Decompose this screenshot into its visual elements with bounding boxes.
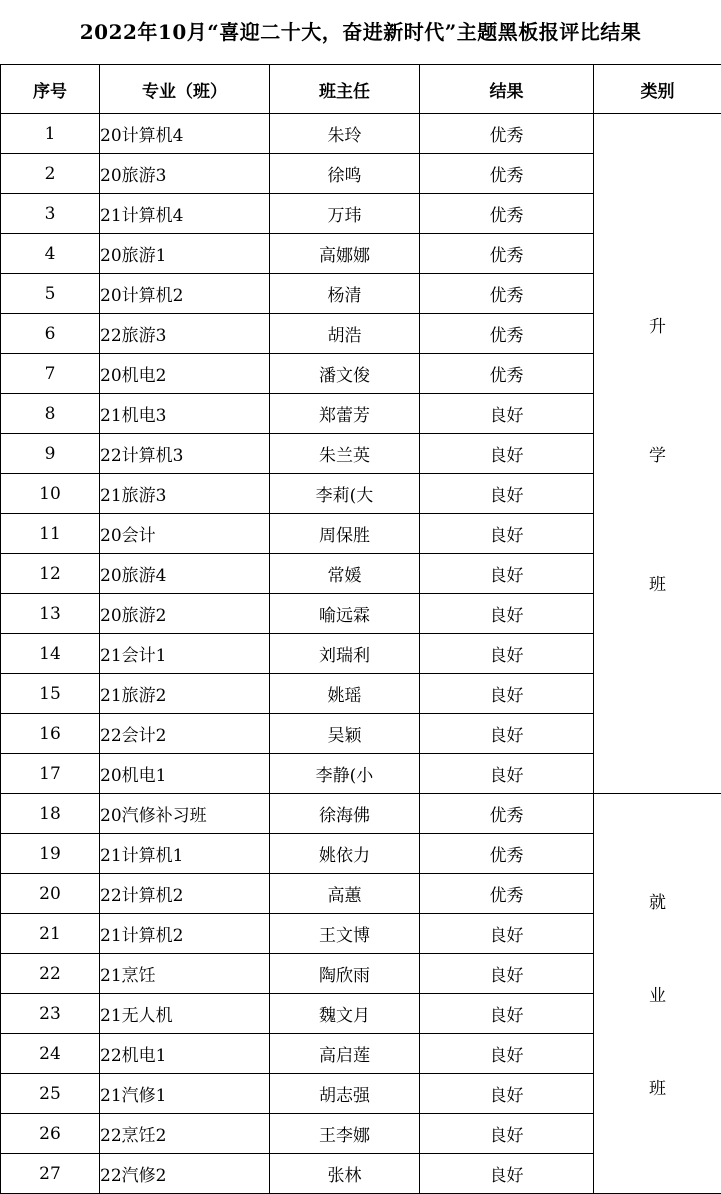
header-major: 专业（班） (100, 65, 270, 114)
cell-result: 优秀 (420, 154, 594, 194)
cell-major: 22旅游3 (100, 314, 270, 354)
cell-result: 优秀 (420, 274, 594, 314)
cell-major: 21机电3 (100, 394, 270, 434)
cell-no: 7 (1, 354, 100, 394)
cell-no: 13 (1, 594, 100, 634)
cell-major: 20旅游1 (100, 234, 270, 274)
cell-result: 优秀 (420, 234, 594, 274)
cell-teacher: 李静(小 (270, 754, 420, 794)
cell-result: 优秀 (420, 314, 594, 354)
cell-teacher: 徐海佛 (270, 794, 420, 834)
cell-no: 24 (1, 1034, 100, 1074)
cell-major: 20汽修补习班 (100, 794, 270, 834)
category-char: 学 (649, 441, 666, 466)
cell-major: 22汽修2 (100, 1154, 270, 1194)
header-teacher: 班主任 (270, 65, 420, 114)
cell-major: 22会计2 (100, 714, 270, 754)
table-row (1, 114, 721, 154)
cell-result: 良好 (420, 394, 594, 434)
cell-teacher: 魏文月 (270, 994, 420, 1034)
cell-no: 11 (1, 514, 100, 554)
cell-teacher: 高娜娜 (270, 234, 420, 274)
category-cell (594, 794, 721, 1194)
cell-teacher: 李莉(大 (270, 474, 420, 514)
header-category: 类别 (594, 65, 721, 114)
cell-teacher: 高启莲 (270, 1034, 420, 1074)
cell-major: 20机电1 (100, 754, 270, 794)
cell-major: 21计算机1 (100, 834, 270, 874)
cell-no: 8 (1, 394, 100, 434)
cell-result: 良好 (420, 1034, 594, 1074)
cell-major: 21计算机4 (100, 194, 270, 234)
cell-major: 21旅游3 (100, 474, 270, 514)
category-char: 班 (649, 1074, 666, 1099)
cell-no: 16 (1, 714, 100, 754)
cell-no: 19 (1, 834, 100, 874)
cell-teacher: 潘文俊 (270, 354, 420, 394)
cell-teacher: 刘瑞利 (270, 634, 420, 674)
cell-result: 良好 (420, 554, 594, 594)
cell-teacher: 杨清 (270, 274, 420, 314)
header-row (1, 65, 721, 114)
cell-result: 良好 (420, 434, 594, 474)
cell-no: 23 (1, 994, 100, 1034)
cell-major: 21烹饪 (100, 954, 270, 994)
cell-teacher: 王文博 (270, 914, 420, 954)
cell-major: 21计算机2 (100, 914, 270, 954)
cell-major: 21会计1 (100, 634, 270, 674)
cell-no: 3 (1, 194, 100, 234)
table-row (1, 794, 721, 834)
cell-result: 良好 (420, 1074, 594, 1114)
cell-major: 22计算机3 (100, 434, 270, 474)
cell-major: 21无人机 (100, 994, 270, 1034)
cell-no: 6 (1, 314, 100, 354)
cell-no: 26 (1, 1114, 100, 1154)
cell-major: 21汽修1 (100, 1074, 270, 1114)
cell-no: 1 (1, 114, 100, 154)
cell-no: 21 (1, 914, 100, 954)
cell-result: 良好 (420, 474, 594, 514)
results-table (0, 64, 721, 1194)
cell-teacher: 喻远霖 (270, 594, 420, 634)
header-no: 序号 (1, 65, 100, 114)
cell-teacher: 万玮 (270, 194, 420, 234)
cell-major: 20计算机4 (100, 114, 270, 154)
cell-no: 5 (1, 274, 100, 314)
cell-teacher: 周保胜 (270, 514, 420, 554)
page-title: 2022年10月“喜迎二十大，奋进新时代”主题黑板报评比结果 (0, 0, 721, 64)
cell-result: 良好 (420, 1114, 594, 1154)
cell-no: 12 (1, 554, 100, 594)
cell-major: 20会计 (100, 514, 270, 554)
category-char: 班 (649, 570, 666, 595)
cell-teacher: 朱玲 (270, 114, 420, 154)
category-char: 升 (649, 312, 666, 337)
cell-major: 20旅游4 (100, 554, 270, 594)
cell-result: 良好 (420, 1154, 594, 1194)
category-char: 就 (649, 888, 666, 913)
cell-major: 20旅游2 (100, 594, 270, 634)
cell-teacher: 胡浩 (270, 314, 420, 354)
cell-teacher: 郑蕾芳 (270, 394, 420, 434)
cell-teacher: 胡志强 (270, 1074, 420, 1114)
cell-result: 优秀 (420, 834, 594, 874)
cell-result: 良好 (420, 674, 594, 714)
category-char: 业 (649, 981, 666, 1006)
cell-teacher: 姚瑶 (270, 674, 420, 714)
cell-result: 良好 (420, 714, 594, 754)
cell-teacher: 陶欣雨 (270, 954, 420, 994)
cell-teacher: 姚依力 (270, 834, 420, 874)
cell-major: 22烹饪2 (100, 1114, 270, 1154)
cell-no: 15 (1, 674, 100, 714)
cell-no: 9 (1, 434, 100, 474)
cell-major: 22机电1 (100, 1034, 270, 1074)
cell-teacher: 常媛 (270, 554, 420, 594)
cell-result: 良好 (420, 914, 594, 954)
cell-teacher: 朱兰英 (270, 434, 420, 474)
cell-major: 22计算机2 (100, 874, 270, 914)
cell-result: 优秀 (420, 354, 594, 394)
header-result: 结果 (420, 65, 594, 114)
cell-major: 20计算机2 (100, 274, 270, 314)
cell-result: 良好 (420, 954, 594, 994)
cell-teacher: 吴颖 (270, 714, 420, 754)
cell-no: 27 (1, 1154, 100, 1194)
cell-no: 18 (1, 794, 100, 834)
cell-major: 21旅游2 (100, 674, 270, 714)
cell-result: 良好 (420, 514, 594, 554)
category-cell (594, 114, 721, 794)
cell-result: 优秀 (420, 874, 594, 914)
cell-no: 17 (1, 754, 100, 794)
cell-result: 优秀 (420, 194, 594, 234)
cell-result: 良好 (420, 634, 594, 674)
cell-no: 10 (1, 474, 100, 514)
cell-no: 2 (1, 154, 100, 194)
cell-teacher: 张林 (270, 1154, 420, 1194)
cell-teacher: 高蕙 (270, 874, 420, 914)
cell-result: 优秀 (420, 114, 594, 154)
cell-result: 良好 (420, 594, 594, 634)
cell-result: 良好 (420, 754, 594, 794)
table-body (1, 114, 721, 1194)
cell-major: 20旅游3 (100, 154, 270, 194)
cell-major: 20机电2 (100, 354, 270, 394)
cell-result: 优秀 (420, 794, 594, 834)
cell-no: 22 (1, 954, 100, 994)
cell-teacher: 王李娜 (270, 1114, 420, 1154)
cell-result: 良好 (420, 994, 594, 1034)
cell-no: 20 (1, 874, 100, 914)
cell-no: 25 (1, 1074, 100, 1114)
cell-no: 4 (1, 234, 100, 274)
cell-teacher: 徐鸣 (270, 154, 420, 194)
cell-no: 14 (1, 634, 100, 674)
